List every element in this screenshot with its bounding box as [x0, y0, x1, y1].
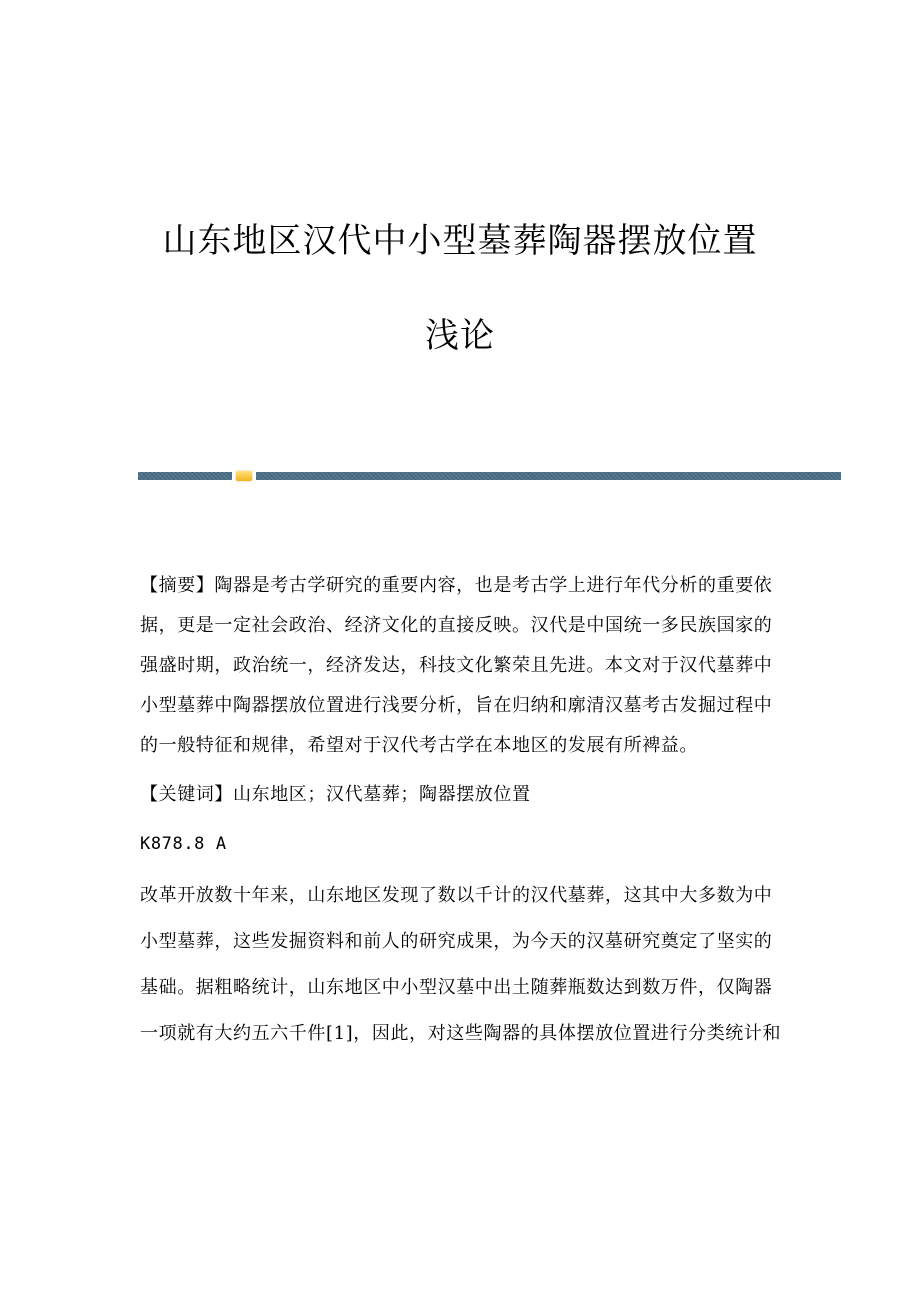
body-line: 改革开放数十年来，山东地区发现了数以千计的汉代墓葬，这其中大多数为中 [140, 885, 773, 906]
abstract-line: 的一般特征和规律，希望对于汉代考古学在本地区的发展有所裨益。 [140, 735, 698, 756]
abstract-line: 【摘要】陶器是考古学研究的重要内容，也是考古学上进行年代分析的重要依 [140, 575, 773, 596]
divider-ornament-icon [236, 471, 252, 481]
divider-bar-right [256, 472, 841, 480]
document-title-line-1: 山东地区汉代中小型墓葬陶器摆放位置 [162, 221, 758, 261]
abstract-line: 小型墓葬中陶器摆放位置进行浅要分析，旨在归纳和廓清汉墓考古发掘过程中 [140, 695, 773, 716]
keywords-paragraph [140, 775, 780, 815]
document-title-line-2: 浅论 [425, 316, 495, 356]
body-line: 基础。据粗略统计，山东地区中小型汉墓中出土随葬瓶数达到数万件，仅陶器 [140, 977, 773, 998]
abstract-paragraph [140, 566, 780, 766]
decorative-divider [138, 472, 841, 480]
keywords-line: 【关键词】山东地区；汉代墓葬；陶器摆放位置 [140, 784, 531, 805]
divider-bar-left [138, 472, 232, 480]
document-body [140, 566, 780, 1066]
body-line: 小型墓葬，这些发掘资料和前人的研究成果，为今天的汉墓研究奠定了坚实的 [140, 931, 773, 952]
abstract-line: 强盛时期，政治统一，经济发达，科技文化繁荣且先进。本文对于汉代墓葬中 [140, 655, 773, 676]
body-line: 一项就有大约五六千件[1]，因此，对这些陶器的具体摆放位置进行分类统计和 [140, 1023, 782, 1044]
classification-line: K878.8 A [140, 834, 227, 854]
classification-code [140, 824, 780, 864]
abstract-line: 据，更是一定社会政治、经济文化的直接反映。汉代是中国统一多民族国家的 [140, 615, 773, 636]
body-paragraph [140, 873, 780, 1057]
